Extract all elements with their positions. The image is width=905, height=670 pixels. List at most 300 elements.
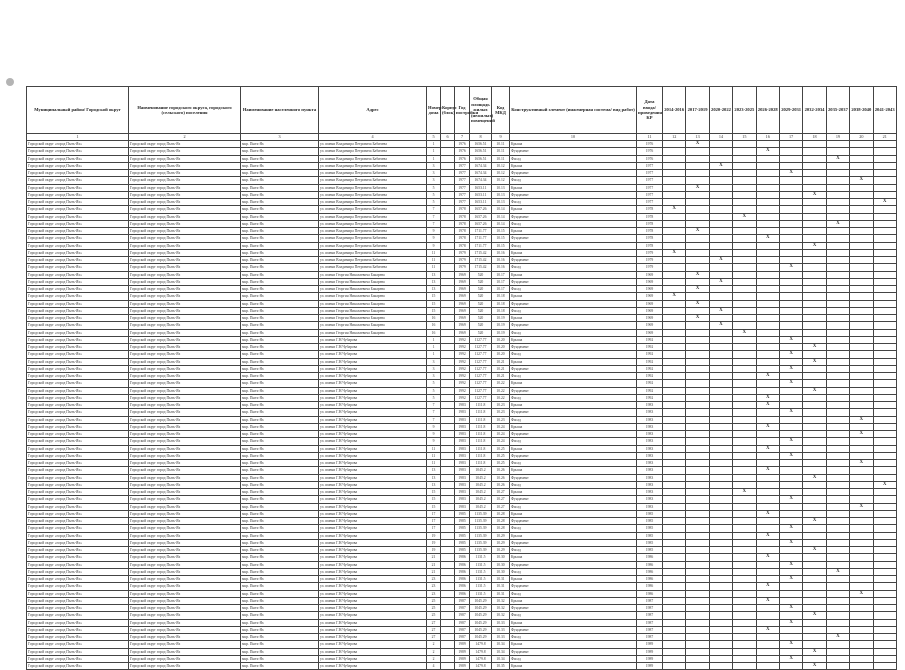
period-cell [850,605,873,612]
period-cell [826,373,849,380]
district-cell: Городской округ «город Пыть-Ях» [27,641,129,648]
building-code-cell: 10.11 [492,141,510,148]
scan-artifact [6,78,14,86]
period-cell [663,496,686,503]
build-year-cell: 1977 [455,191,470,198]
period-cell [873,307,896,314]
column-number: 15 [733,134,756,141]
period-cell [686,590,709,597]
address-cell: ул. имени Г.Н.Чубарова [319,402,427,409]
repair-period-mark: X [686,271,709,278]
header-cell: Муниципальный район/ Городской округ [27,87,129,134]
header-cell: 2026-2028 [756,87,779,134]
period-cell [826,605,849,612]
period-cell [733,365,756,372]
structural-element-cell: Фасад [510,460,637,467]
period-cell [826,409,849,416]
district-cell: Городской округ «город Пыть-Ях» [27,460,129,467]
build-year-cell: 1985 [455,518,470,525]
structural-element-cell: Фасад [510,242,637,249]
address-cell: ул. имени Владимира Петровича Бабичева [319,235,427,242]
period-cell [803,300,826,307]
build-year-cell: 1986 [455,554,470,561]
period-cell [663,235,686,242]
house-number-cell: 11 [427,264,441,271]
period-cell [803,257,826,264]
period-cell [709,561,732,568]
locality-cell: мкр. Пыть-Ях [241,431,319,438]
period-cell [709,293,732,300]
locality-cell: мкр. Пыть-Ях [241,619,319,626]
build-year-cell: 1992 [455,351,470,358]
period-cell [709,286,732,293]
period-cell [709,423,732,430]
district-cell: Городской округ «город Пыть-Ях» [27,431,129,438]
area-cell: 1715.42 [470,264,492,271]
period-cell [756,220,779,227]
table-row [27,344,897,351]
house-number-cell: 13 [427,467,441,474]
period-cell [709,648,732,655]
build-year-cell: 1977 [455,177,470,184]
table-row [27,220,897,227]
structural-element-cell: Фундамент [510,648,637,655]
period-cell [663,626,686,633]
building-code-cell: 10.22 [492,394,510,401]
period-cell [779,199,802,206]
settlement-cell: Городской округ город Пыть-Ях [129,568,241,575]
address-cell: ул. имени Георгия Николаевича Бакарева [319,322,427,329]
building-code-cell: 10.33 [492,626,510,633]
house-number-cell: 3 [427,373,441,380]
period-cell [873,467,896,474]
period-cell [850,213,873,220]
address-cell: ул. имени Г.Н.Чубарова [319,336,427,343]
settlement-cell: Городской округ город Пыть-Ях [129,141,241,148]
period-cell [663,489,686,496]
period-cell [850,184,873,191]
period-cell [779,307,802,314]
area-cell: 1111.8 [470,423,492,430]
period-cell [663,547,686,554]
locality-cell: мкр. Пыть-Ях [241,518,319,525]
period-cell [826,394,849,401]
building-code-cell: 10.18 [492,300,510,307]
building-block-cell [441,518,455,525]
address-cell: ул. имени Г.Н.Чубарова [319,583,427,590]
building-code-cell: 10.33 [492,634,510,641]
commission-date-cell: 1976 [637,155,663,162]
structural-element-cell: Фасад [510,547,637,554]
building-code-cell: 10.27 [492,503,510,510]
build-year-cell: 1983 [455,503,470,510]
period-cell [850,561,873,568]
period-cell [686,264,709,271]
building-code-cell: 10.20 [492,344,510,351]
table-row [27,452,897,459]
period-cell [826,141,849,148]
period-cell [803,293,826,300]
building-block-cell [441,597,455,604]
building-code-cell: 10.28 [492,518,510,525]
address-cell: ул. имени Г.Н.Чубарова [319,510,427,517]
building-block-cell [441,655,455,662]
period-cell [826,329,849,336]
area-cell: 1045.29 [470,626,492,633]
period-cell [826,445,849,452]
repair-period-mark: X [733,489,756,496]
area-cell: 1656.51 [470,155,492,162]
locality-cell: мкр. Пыть-Ях [241,249,319,256]
header-cell: Наименование городского округа, городского (сельского) поселения [129,87,241,134]
locality-cell: мкр. Пыть-Ях [241,228,319,235]
period-cell [873,235,896,242]
period-cell [663,373,686,380]
settlement-cell: Городской округ город Пыть-Ях [129,191,241,198]
period-cell [826,619,849,626]
header-cell: Адрес [319,87,427,134]
building-code-cell: 10.13 [492,199,510,206]
district-cell: Городской округ «город Пыть-Ях» [27,547,129,554]
house-number-cell: 5 [427,184,441,191]
period-cell [873,155,896,162]
locality-cell: мкр. Пыть-Ях [241,648,319,655]
period-cell [663,561,686,568]
table-row [27,315,897,322]
column-number: 3 [241,134,319,141]
period-cell [826,554,849,561]
build-year-cell: 1986 [455,561,470,568]
locality-cell: мкр. Пыть-Ях [241,532,319,539]
period-cell [709,597,732,604]
period-cell [873,445,896,452]
building-code-cell: 10.24 [492,423,510,430]
period-cell [733,539,756,546]
repair-period-mark: X [779,351,802,358]
period-cell [733,394,756,401]
period-cell [779,612,802,619]
period-cell [733,380,756,387]
period-cell [733,278,756,285]
period-cell [709,191,732,198]
period-cell [686,612,709,619]
period-cell [826,583,849,590]
area-cell: 1127.77 [470,394,492,401]
area-cell: 1111.8 [470,445,492,452]
period-cell [686,358,709,365]
commission-date-cell: 1979 [637,249,663,256]
period-cell [663,503,686,510]
district-cell: Городской округ «город Пыть-Ях» [27,380,129,387]
building-code-cell: 10.16 [492,249,510,256]
building-block-cell [441,539,455,546]
period-cell [686,525,709,532]
locality-cell: мкр. Пыть-Ях [241,423,319,430]
structural-element-cell: Крыша [510,423,637,430]
period-cell [873,460,896,467]
period-cell [826,213,849,220]
period-cell [779,257,802,264]
period-cell [873,554,896,561]
period-cell [756,452,779,459]
period-cell [803,503,826,510]
period-cell [850,554,873,561]
build-year-cell: 1977 [455,184,470,191]
address-cell: ул. имени Георгия Николаевича Бакарева [319,286,427,293]
locality-cell: мкр. Пыть-Ях [241,351,319,358]
repair-period-mark: X [850,431,873,438]
build-year-cell: 1977 [455,162,470,169]
district-cell: Городской округ «город Пыть-Ях» [27,626,129,633]
district-cell: Городской округ «город Пыть-Ях» [27,619,129,626]
period-cell [733,576,756,583]
column-number: 10 [510,134,637,141]
building-block-cell [441,286,455,293]
period-cell [663,510,686,517]
area-cell: 1135.39 [470,525,492,532]
period-cell [803,438,826,445]
settlement-cell: Городской округ город Пыть-Ях [129,249,241,256]
area-cell: 1657.26 [470,206,492,213]
commission-date-cell: 1992 [637,365,663,372]
repair-period-mark: X [850,416,873,423]
district-cell: Городской округ «город Пыть-Ях» [27,358,129,365]
house-number-cell: 21 [427,568,441,575]
area-cell: 1045.29 [470,634,492,641]
period-cell [873,278,896,285]
period-cell [803,554,826,561]
period-cell [779,206,802,213]
area-cell: 1131.5 [470,554,492,561]
period-cell [709,641,732,648]
building-code-cell: 10.21 [492,373,510,380]
table-row [27,460,897,467]
district-cell: Городской округ «город Пыть-Ях» [27,634,129,641]
house-number-cell: 3 [427,177,441,184]
commission-date-cell: 1985 [637,539,663,546]
build-year-cell: 1985 [455,510,470,517]
district-cell: Городской округ «город Пыть-Ях» [27,554,129,561]
structural-element-cell: Крыша [510,336,637,343]
header-cell: Дата ввода/ проведения КР [637,87,663,134]
district-cell: Городской округ «город Пыть-Ях» [27,655,129,662]
commission-date-cell: 1969 [637,322,663,329]
table-row [27,206,897,213]
building-code-cell: 10.19 [492,322,510,329]
period-cell [686,489,709,496]
locality-cell: мкр. Пыть-Ях [241,358,319,365]
period-cell [779,648,802,655]
address-cell: ул. имени Г.Н.Чубарова [319,445,427,452]
period-cell [873,525,896,532]
period-cell [850,286,873,293]
settlement-cell: Городской округ город Пыть-Ях [129,373,241,380]
period-cell [826,489,849,496]
build-year-cell: 1983 [455,423,470,430]
district-cell: Городской округ «город Пыть-Ях» [27,206,129,213]
period-cell [663,583,686,590]
period-cell [686,213,709,220]
period-cell [686,496,709,503]
repair-period-mark: X [779,452,802,459]
building-code-cell: 10.13 [492,184,510,191]
period-cell [779,177,802,184]
period-cell [826,612,849,619]
period-cell [779,249,802,256]
building-code-cell: 10.23 [492,402,510,409]
period-cell [873,380,896,387]
commission-date-cell: 1983 [637,503,663,510]
period-cell [873,416,896,423]
settlement-cell: Городской округ город Пыть-Ях [129,155,241,162]
area-cell: 1656.51 [470,141,492,148]
period-cell [803,626,826,633]
building-block-cell [441,663,455,670]
structural-element-cell: Фундамент [510,170,637,177]
build-year-cell: 1978 [455,220,470,227]
period-cell [850,199,873,206]
period-cell [733,199,756,206]
locality-cell: мкр. Пыть-Ях [241,481,319,488]
structural-element-cell: Фундамент [510,322,637,329]
period-cell [803,409,826,416]
period-cell [756,612,779,619]
period-cell [803,155,826,162]
period-cell [756,605,779,612]
period-cell [850,481,873,488]
period-cell [686,431,709,438]
build-year-cell: 1969 [455,271,470,278]
period-cell [873,148,896,155]
building-code-cell: 10.27 [492,496,510,503]
structural-element-cell: Фундамент [510,496,637,503]
area-cell: 1711.77 [470,242,492,249]
header-cell: 2035-2037 [826,87,849,134]
period-cell [826,626,849,633]
commission-date-cell: 1969 [637,300,663,307]
commission-date-cell: 1978 [637,220,663,227]
period-cell [779,554,802,561]
period-cell [873,438,896,445]
period-cell [826,467,849,474]
period-cell [873,648,896,655]
house-number-cell: 3 [427,170,441,177]
period-cell [709,590,732,597]
column-number: 8 [470,134,492,141]
period-cell [733,663,756,670]
period-cell [756,568,779,575]
building-code-cell: 10.14 [492,213,510,220]
building-block-cell [441,329,455,336]
period-cell [826,170,849,177]
period-cell [663,634,686,641]
building-block-cell [441,264,455,271]
district-cell: Городской округ «город Пыть-Ях» [27,344,129,351]
period-cell [803,264,826,271]
period-cell [686,416,709,423]
build-year-cell: 1983 [455,438,470,445]
period-cell [686,510,709,517]
area-cell: 1479.8 [470,663,492,670]
repair-period-mark: X [803,191,826,198]
locality-cell: мкр. Пыть-Ях [241,242,319,249]
period-cell [686,387,709,394]
period-cell [686,278,709,285]
building-block-cell [441,184,455,191]
period-cell [850,148,873,155]
commission-date-cell: 1983 [637,423,663,430]
structural-element-cell: Фасад [510,177,637,184]
period-cell [779,300,802,307]
build-year-cell: 1983 [455,489,470,496]
district-cell: Городской округ «город Пыть-Ях» [27,365,129,372]
locality-cell: мкр. Пыть-Ях [241,605,319,612]
house-number-cell: 5 [427,199,441,206]
building-block-cell [441,402,455,409]
address-cell: ул. имени Г.Н.Чубарова [319,358,427,365]
district-cell: Городской округ «город Пыть-Ях» [27,496,129,503]
area-cell: 1135.39 [470,539,492,546]
locality-cell: мкр. Пыть-Ях [241,257,319,264]
period-cell [826,641,849,648]
period-cell [733,655,756,662]
address-cell: ул. имени Г.Н.Чубарова [319,438,427,445]
period-cell [873,496,896,503]
period-cell [779,568,802,575]
house-number-cell: 15 [427,293,441,300]
period-cell [873,170,896,177]
address-cell: ул. имени Владимира Петровича Бабичева [319,213,427,220]
period-cell [756,365,779,372]
period-cell [733,358,756,365]
period-cell [709,539,732,546]
area-cell: 1674.34 [470,177,492,184]
district-cell: Городской округ «город Пыть-Ях» [27,387,129,394]
repair-period-mark: X [873,481,896,488]
house-number-cell: 3 [427,162,441,169]
table-row [27,467,897,474]
commission-date-cell: 1969 [637,286,663,293]
period-cell [803,271,826,278]
table-row [27,191,897,198]
period-cell [850,387,873,394]
district-cell: Городской округ «город Пыть-Ях» [27,322,129,329]
house-number-cell: 19 [427,547,441,554]
house-number-cell: 16 [427,315,441,322]
table-row [27,351,897,358]
period-cell [709,496,732,503]
period-cell [709,452,732,459]
period-cell [709,634,732,641]
period-cell [803,590,826,597]
period-cell [850,597,873,604]
period-cell [686,351,709,358]
period-cell [779,228,802,235]
table-row [27,431,897,438]
building-code-cell: 10.19 [492,329,510,336]
period-cell [873,532,896,539]
period-cell [686,503,709,510]
district-cell: Городской округ «город Пыть-Ях» [27,373,129,380]
column-number: 20 [850,134,873,141]
build-year-cell: 1992 [455,358,470,365]
house-number-cell: 25 [427,597,441,604]
building-code-cell: 10.34 [492,655,510,662]
period-cell [803,373,826,380]
period-cell [663,568,686,575]
period-cell [779,373,802,380]
house-number-cell: 13 [427,278,441,285]
